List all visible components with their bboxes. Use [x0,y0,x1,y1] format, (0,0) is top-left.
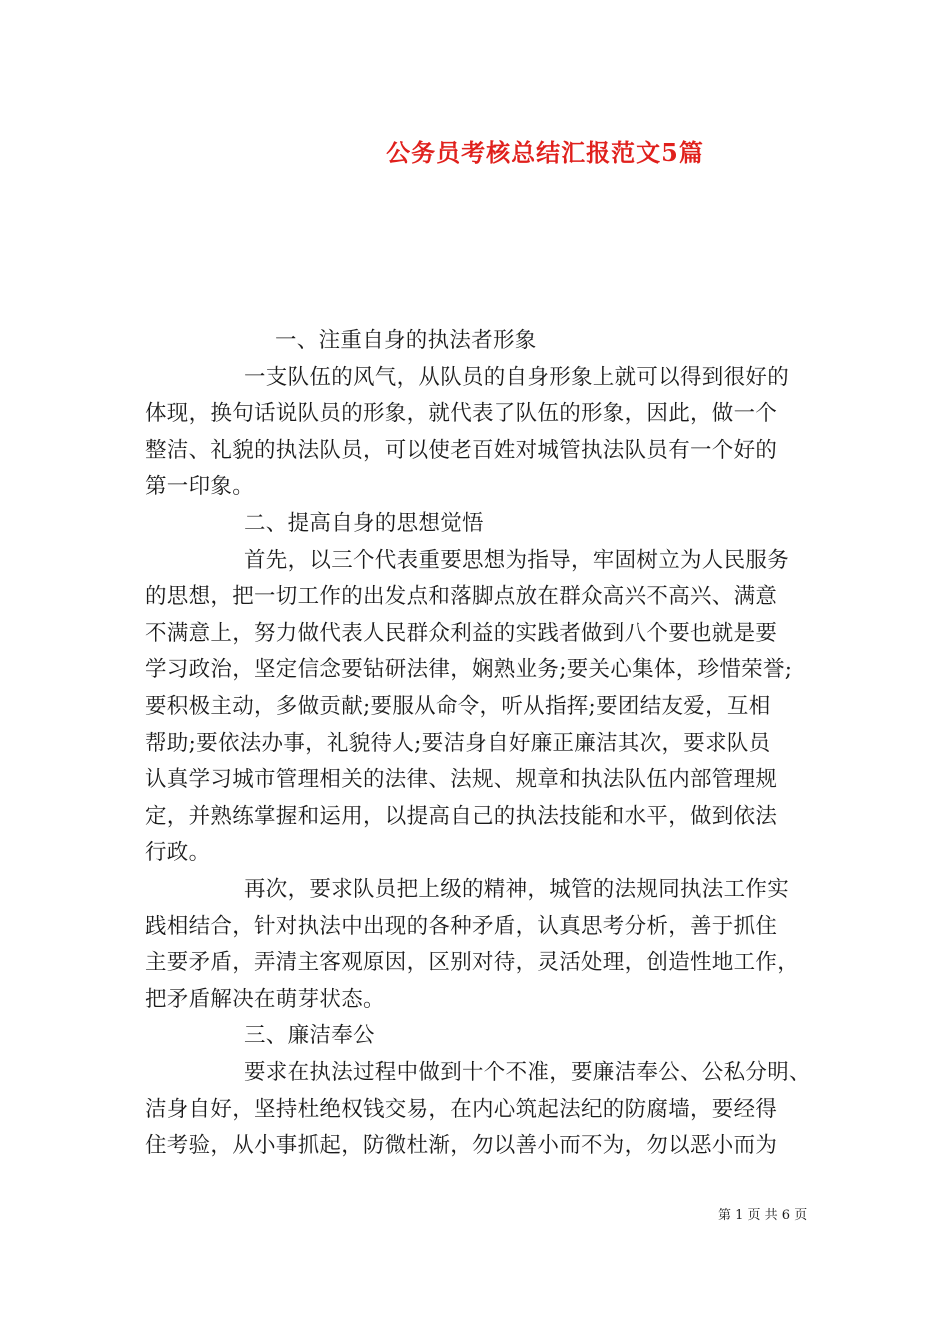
document-title: 公务员考核总结汇报范文5篇 [386,138,704,167]
paragraph-line: 体现，换句话说队员的形象，就代表了队伍的形象，因此，做一个 [145,401,778,426]
paragraph-line: 第一印象。 [145,474,255,499]
paragraph-line: 的思想，把一切工作的出发点和落脚点放在群众高兴不高兴、满意 [145,584,778,609]
paragraph-line: 行政。 [145,840,211,865]
paragraph-line: 要积极主动，多做贡献;要服从命令，听从指挥;要团结友爱，互相 [145,694,771,719]
paragraph-line: 把矛盾解决在萌芽状态。 [145,987,385,1012]
paragraph-line: 不满意上，努力做代表人民群众利益的实践者做到八个要也就是要 [145,621,778,646]
paragraph-line: 洁身自好，坚持杜绝权钱交易，在内心筑起法纪的防腐墙，要经得 [145,1097,778,1122]
paragraph-line: 一支队伍的风气，从队员的自身形象上就可以得到很好的 [244,365,790,390]
paragraph-line: 学习政治，坚定信念要钻研法律，娴熟业务;要关心集体，珍惜荣誉; [145,657,793,682]
paragraph-line: 定，并熟练掌握和运用，以提高自己的执法技能和水平，做到依法 [145,804,778,829]
page-number: 第 1 页 共 6 页 [718,1208,808,1223]
paragraph-line: 践相结合，针对执法中出现的各种矛盾，认真思考分析，善于抓住 [145,914,778,939]
paragraph-line: 住考验，从小事抓起，防微杜渐，勿以善小而不为，勿以恶小而为 [145,1133,778,1158]
paragraph-line: 整洁、礼貌的执法队员，可以使老百姓对城管执法队员有一个好的 [145,438,778,463]
paragraph-line: 首先，以三个代表重要思想为指导，牢固树立为人民服务 [244,548,790,573]
paragraph-line: 要求在执法过程中做到十个不准，要廉洁奉公、公私分明、 [244,1060,811,1085]
paragraph-line: 帮助;要依法办事，礼貌待人;要洁身自好廉正廉洁其次，要求队员 [145,731,771,756]
paragraph-line: 主要矛盾，弄清主客观原因，区别对待，灵活处理，创造性地工作， [145,950,800,975]
section-heading-2: 二、提高自身的思想觉悟 [244,511,484,536]
section-heading-3: 三、廉洁奉公 [244,1023,375,1048]
paragraph-line: 再次，要求队员把上级的精神，城管的法规同执法工作实 [244,877,790,902]
section-heading-1: 一、注重自身的执法者形象 [275,328,537,353]
paragraph-line: 认真学习城市管理相关的法律、法规、规章和执法队伍内部管理规 [145,767,778,792]
